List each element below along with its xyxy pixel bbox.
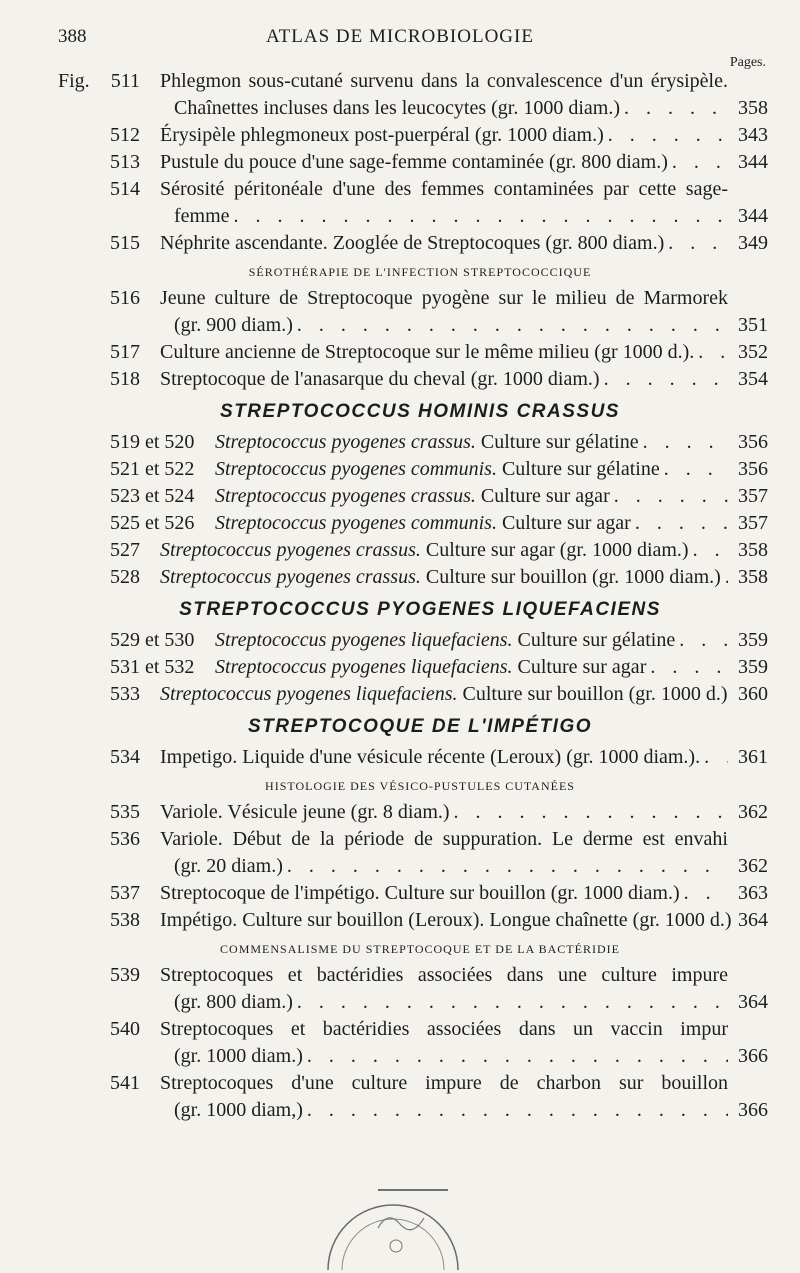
page-reference: 357 <box>738 512 768 534</box>
description-line <box>160 230 728 257</box>
dot-leader <box>700 744 728 771</box>
species-name: Streptococcus pyogenes liquefaciens. <box>160 683 458 705</box>
dot-leader <box>450 799 728 826</box>
description-line <box>160 339 728 366</box>
description-text: Culture ancienne de Streptocoque sur le même milieu (gr 1000 d.). <box>160 341 695 363</box>
page-reference: 358 <box>738 566 768 588</box>
figure-description <box>160 339 728 366</box>
description-text <box>215 483 610 510</box>
culture-note: Culture sur agar (gr. 1000 diam.) <box>425 539 689 561</box>
figure-entry <box>0 681 800 708</box>
figure-description <box>160 230 728 257</box>
page-reference: 362 <box>738 855 768 877</box>
figure-number: 537 <box>110 882 140 904</box>
section-title: STREPTOCOCCUS PYOGENES LIQUEFACIENS <box>179 599 661 620</box>
description-text <box>215 510 631 537</box>
page-number: 388 <box>58 26 87 47</box>
figure-entry <box>0 366 800 393</box>
description-text <box>215 654 646 681</box>
description-line: Jeune culture de Streptocoque pyogène sur le milieu de Marmorek <box>160 287 728 309</box>
figure-entry <box>0 654 800 681</box>
description-text <box>160 537 689 564</box>
section-title: STREPTOCOQUE DE L'IMPÉTIGO <box>247 716 593 737</box>
figure-number: 535 <box>110 801 140 823</box>
description-text <box>160 681 727 708</box>
page-reference: 343 <box>738 124 768 146</box>
page-reference: 351 <box>738 314 768 336</box>
figure-number: 516 <box>110 287 140 309</box>
figure-description <box>215 510 728 537</box>
figure-index <box>0 68 800 1124</box>
dot-leader <box>675 627 728 654</box>
description-line <box>215 429 728 456</box>
dot-leader <box>303 1097 728 1124</box>
description-text: Impétigo. Culture sur bouillon (Leroux). Longue chaînette (gr. 1000 d.) <box>160 909 732 931</box>
figure-entry <box>0 1016 800 1070</box>
dot-leader <box>600 366 728 393</box>
description-line <box>160 366 728 393</box>
page-reference: 349 <box>738 232 768 254</box>
description-line <box>160 1097 728 1124</box>
culture-note: Culture sur agar <box>480 485 610 507</box>
page-reference: 364 <box>738 991 768 1013</box>
description-line <box>160 95 728 122</box>
page-reference: 359 <box>738 629 768 651</box>
dot-leader <box>620 95 728 122</box>
figure-number: 515 <box>110 232 140 254</box>
figure-entry <box>0 122 800 149</box>
species-name: Streptococcus pyogenes liquefaciens. <box>215 629 513 651</box>
figure-entry <box>0 285 800 339</box>
dot-leader <box>646 654 728 681</box>
description-line: Streptocoques et bactéridies associées dans une culture impure <box>160 964 728 986</box>
dot-leader <box>639 429 728 456</box>
description-text: Néphrite ascendante. Zooglée de Streptocoques (gr. 800 diam.) <box>160 232 665 254</box>
description-line <box>160 907 732 934</box>
figure-entry <box>0 564 800 591</box>
page-reference: 357 <box>738 485 768 507</box>
figure-description <box>160 564 728 591</box>
figure-number: 513 <box>110 151 140 173</box>
figure-description <box>160 68 728 122</box>
figure-number: 529 et 530 <box>110 629 195 651</box>
description-line <box>215 456 728 483</box>
culture-note: Culture sur bouillon (gr. 1000 d.) <box>462 683 728 705</box>
page-reference: 362 <box>738 801 768 823</box>
dot-leader <box>680 880 728 907</box>
description-text: Streptocoque de l'impétigo. Culture sur bouillon (gr. 1000 diam.) <box>160 882 680 904</box>
figure-description <box>160 744 728 771</box>
description-line <box>160 1043 728 1070</box>
figure-number: 511 <box>110 70 140 92</box>
species-name: Streptococcus pyogenes crassus. <box>215 431 476 453</box>
figure-description <box>160 176 728 230</box>
dot-leader <box>293 989 728 1016</box>
description-line <box>215 483 728 510</box>
figure-description <box>215 654 728 681</box>
figure-entry <box>0 68 800 122</box>
figure-number: 528 <box>110 566 140 588</box>
description-line: Sérosité péritonéale d'une des femmes contaminées par cette sage- <box>160 178 728 200</box>
dot-leader <box>694 339 728 366</box>
culture-note: Culture sur bouillon (gr. 1000 diam.) <box>425 566 721 588</box>
figure-entry <box>0 826 800 880</box>
figure-description <box>215 429 728 456</box>
page-reference: 360 <box>738 683 768 705</box>
figure-description <box>215 627 728 654</box>
description-line <box>160 681 728 708</box>
description-line: Variole. Début de la période de suppuration. Le derme est envahi <box>160 828 728 850</box>
description-line <box>160 880 728 907</box>
figure-description <box>160 122 728 149</box>
figure-number: 540 <box>110 1018 140 1040</box>
description-line: Streptocoques d'une culture impure de charbon sur bouillon <box>160 1072 728 1094</box>
section-title: STREPTOCOCCUS HOMINIS CRASSUS <box>220 401 620 422</box>
dot-leader <box>604 122 728 149</box>
figure-number: 536 <box>110 828 140 850</box>
figure-description <box>160 880 728 907</box>
figure-number: 518 <box>110 368 140 390</box>
dot-leader <box>293 312 728 339</box>
species-name: Streptococcus pyogenes crassus. <box>160 539 421 561</box>
figure-entry <box>0 429 800 456</box>
culture-note: Culture sur agar <box>501 512 631 534</box>
figure-entry <box>0 744 800 771</box>
figure-description <box>160 799 728 826</box>
description-line <box>160 312 728 339</box>
description-line <box>160 537 728 564</box>
figure-number: 512 <box>110 124 140 146</box>
dot-leader <box>721 564 728 591</box>
description-text: (gr. 1000 diam.) <box>174 1045 303 1067</box>
dot-leader <box>303 1043 728 1070</box>
description-line <box>160 564 728 591</box>
figure-number: 527 <box>110 539 140 561</box>
description-text <box>215 429 639 456</box>
figure-number: 514 <box>110 178 140 200</box>
description-text: Variole. Vésicule jeune (gr. 8 diam.) <box>160 801 450 823</box>
figure-number: 521 et 522 <box>110 458 195 480</box>
description-line <box>215 654 728 681</box>
page-reference: 366 <box>738 1099 768 1121</box>
dot-leader <box>230 203 728 230</box>
page-reference: 361 <box>738 746 768 768</box>
page-reference: 364 <box>738 909 768 931</box>
library-stamp <box>318 1158 468 1273</box>
description-text: Impetigo. Liquide d'une vésicule récente (Leroux) (gr. 1000 diam.). <box>160 746 701 768</box>
figure-description <box>215 483 728 510</box>
culture-note: Culture sur gélatine <box>501 458 660 480</box>
description-text: (gr. 1000 diam,) <box>174 1099 303 1121</box>
pages-column-label: Pages. <box>729 55 766 70</box>
figure-description <box>160 1070 728 1124</box>
description-line: Streptocoques et bactéridies associées dans un vaccin impur <box>160 1018 728 1040</box>
section-heading: SÉROTHÉRAPIE DE L'INFECTION STREPTOCOCCIQUE <box>248 265 592 279</box>
description-line <box>160 149 728 176</box>
figure-entry <box>0 907 800 934</box>
page-reference: 358 <box>738 97 768 119</box>
section-heading: HISTOLOGIE DES VÉSICO-PUSTULES CUTANÉES <box>265 779 575 793</box>
figure-entry <box>0 230 800 257</box>
species-name: Streptococcus pyogenes crassus. <box>215 485 476 507</box>
figure-number: 519 et 520 <box>110 431 195 453</box>
dot-leader <box>610 483 728 510</box>
species-name: Streptococcus pyogenes crassus. <box>160 566 421 588</box>
figure-entry <box>0 799 800 826</box>
page-reference: 352 <box>738 341 768 363</box>
page-reference: 356 <box>738 458 768 480</box>
dot-leader <box>283 853 728 880</box>
description-text <box>215 627 675 654</box>
dot-leader <box>631 510 728 537</box>
description-text: (gr. 800 diam.) <box>174 991 293 1013</box>
figure-entry <box>0 510 800 537</box>
figure-number: 531 et 532 <box>110 656 195 678</box>
figure-description <box>215 456 728 483</box>
figure-number: 541 <box>110 1072 140 1094</box>
description-text: Pustule du pouce d'une sage-femme contaminée (gr. 800 diam.) <box>160 151 668 173</box>
figure-description <box>160 1016 728 1070</box>
dot-leader <box>689 537 728 564</box>
dot-leader <box>660 456 728 483</box>
page-reference: 366 <box>738 1045 768 1067</box>
culture-note: Culture sur gélatine <box>480 431 639 453</box>
description-line <box>160 203 728 230</box>
description-line <box>160 853 728 880</box>
figure-entry <box>0 537 800 564</box>
description-line <box>160 744 728 771</box>
page-reference: 358 <box>738 539 768 561</box>
description-line <box>215 627 728 654</box>
running-title: ATLAS DE MICROBIOLOGIE <box>266 26 534 47</box>
figure-entry <box>0 1070 800 1124</box>
page-reference: 359 <box>738 656 768 678</box>
description-line <box>160 122 728 149</box>
figure-description <box>160 537 728 564</box>
figure-description <box>160 826 728 880</box>
species-name: Streptococcus pyogenes communis. <box>215 512 497 534</box>
figure-entry <box>0 176 800 230</box>
figure-number: 539 <box>110 964 140 986</box>
section-heading: COMMENSALISME DU STREPTOCOQUE ET DE LA BACTÉRIDIE <box>220 942 620 956</box>
description-line <box>160 989 728 1016</box>
figure-entry <box>0 339 800 366</box>
figure-number: 525 et 526 <box>110 512 195 534</box>
description-text <box>160 564 721 591</box>
figure-entry <box>0 149 800 176</box>
description-text: (gr. 20 diam.) <box>174 855 283 877</box>
figure-description <box>160 962 728 1016</box>
figure-entry <box>0 483 800 510</box>
page-reference: 354 <box>738 368 768 390</box>
page-reference: 356 <box>738 431 768 453</box>
description-text: (gr. 900 diam.) <box>174 314 293 336</box>
description-text: Chaînettes incluses dans les leucocytes (gr. 1000 diam.) <box>174 97 621 119</box>
dot-leader <box>664 230 728 257</box>
figure-description <box>160 907 732 934</box>
description-line <box>160 799 728 826</box>
figure-number: 533 <box>110 683 140 705</box>
figure-entry <box>0 456 800 483</box>
culture-note: Culture sur agar <box>517 656 647 678</box>
page-reference: 344 <box>738 205 768 227</box>
figure-entry <box>0 880 800 907</box>
figure-description <box>160 366 728 393</box>
figure-description <box>160 149 728 176</box>
description-line <box>215 510 728 537</box>
figure-entry <box>0 627 800 654</box>
page-reference: 344 <box>738 151 768 173</box>
dot-leader <box>668 149 728 176</box>
species-name: Streptococcus pyogenes liquefaciens. <box>215 656 513 678</box>
figure-number: 523 et 524 <box>110 485 195 507</box>
fig-label: Fig. <box>58 70 90 92</box>
species-name: Streptococcus pyogenes communis. <box>215 458 497 480</box>
figure-number: 538 <box>110 909 140 931</box>
figure-entry <box>0 962 800 1016</box>
description-text <box>215 456 660 483</box>
figure-number: 534 <box>110 746 140 768</box>
culture-note: Culture sur gélatine <box>517 629 676 651</box>
page-header <box>58 26 742 52</box>
figure-description <box>160 681 728 708</box>
page-reference: 363 <box>738 882 768 904</box>
description-text: Érysipèle phlegmoneux post-puerpéral (gr. 1000 diam.) <box>160 124 604 146</box>
figure-number: 517 <box>110 341 140 363</box>
figure-description <box>160 285 728 339</box>
description-line: Phlegmon sous-cutané survenu dans la convalescence d'un érysipèle. <box>160 70 728 92</box>
description-text: femme <box>174 205 230 227</box>
description-text: Streptocoque de l'anasarque du cheval (gr. 1000 diam.) <box>160 368 600 390</box>
